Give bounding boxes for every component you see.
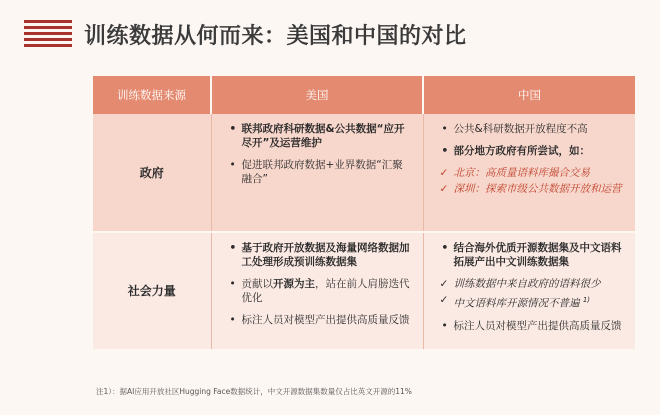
bullet-item: • 联邦政府科研数据&公共数据“应开尽开”及运营维护	[228, 122, 413, 150]
cell-society-china	[423, 232, 635, 350]
bullet-item: • 标注人员对模型产出提供高质量反馈	[440, 319, 626, 333]
footnote-marker: 1)	[582, 296, 591, 304]
cell-government-usa	[211, 114, 423, 232]
bullet-text-bold: 开源为主	[273, 278, 315, 290]
comparison-table	[93, 76, 635, 351]
bullet-item: • 标注人员对模型产出提供高质量反馈	[228, 313, 413, 327]
bullet-item: • 公共&科研数据开放程度不高	[440, 122, 626, 136]
check-item: ✓ 深圳：探索市级公共数据开放和运营	[440, 182, 626, 196]
page-title: 训练数据从何而来：美国和中国的对比	[84, 24, 467, 49]
check-item	[440, 293, 626, 311]
cell-government-china	[423, 114, 635, 232]
header-source: 训练数据来源	[93, 76, 211, 114]
row-label-society: 社会力量	[93, 232, 211, 350]
check-text: 中文语料库开源情况不普遍	[453, 297, 580, 310]
header-china: 中国	[423, 76, 635, 114]
bullet-item	[228, 277, 413, 305]
table-row-society	[93, 232, 635, 350]
bullet-item: • 基于政府开放数据及海量网络数据加工处理形成预训练数据集	[228, 241, 413, 269]
logo-stripes	[24, 20, 72, 52]
bullet-text-post: ，站在前人肩膀迭代优化	[241, 278, 410, 304]
bullet-item: • 结合海外优质开源数据集及中文语料拓展产出中文训练数据集	[440, 241, 626, 269]
check-item: ✓ 训练数据中来自政府的语料很少	[440, 277, 626, 291]
table-header-row	[93, 76, 635, 114]
footnote: 注1）：据AI应用开放社区Hugging Face数据统计，中文开源数据集数量仅占比英文开源的11%	[96, 387, 412, 396]
table-row-government	[93, 114, 635, 232]
row-label-government: 政府	[93, 114, 211, 232]
bullet-item: • 促进联邦政府数据+业界数据“汇聚融合”	[228, 158, 413, 186]
bullet-item: • 部分地方政府有所尝试，如：	[440, 144, 626, 158]
header-usa: 美国	[211, 76, 423, 114]
cell-society-usa	[211, 232, 423, 350]
check-item: ✓ 北京：高质量语料库撮合交易	[440, 166, 626, 180]
bullet-text-pre: 贡献以	[241, 278, 273, 290]
